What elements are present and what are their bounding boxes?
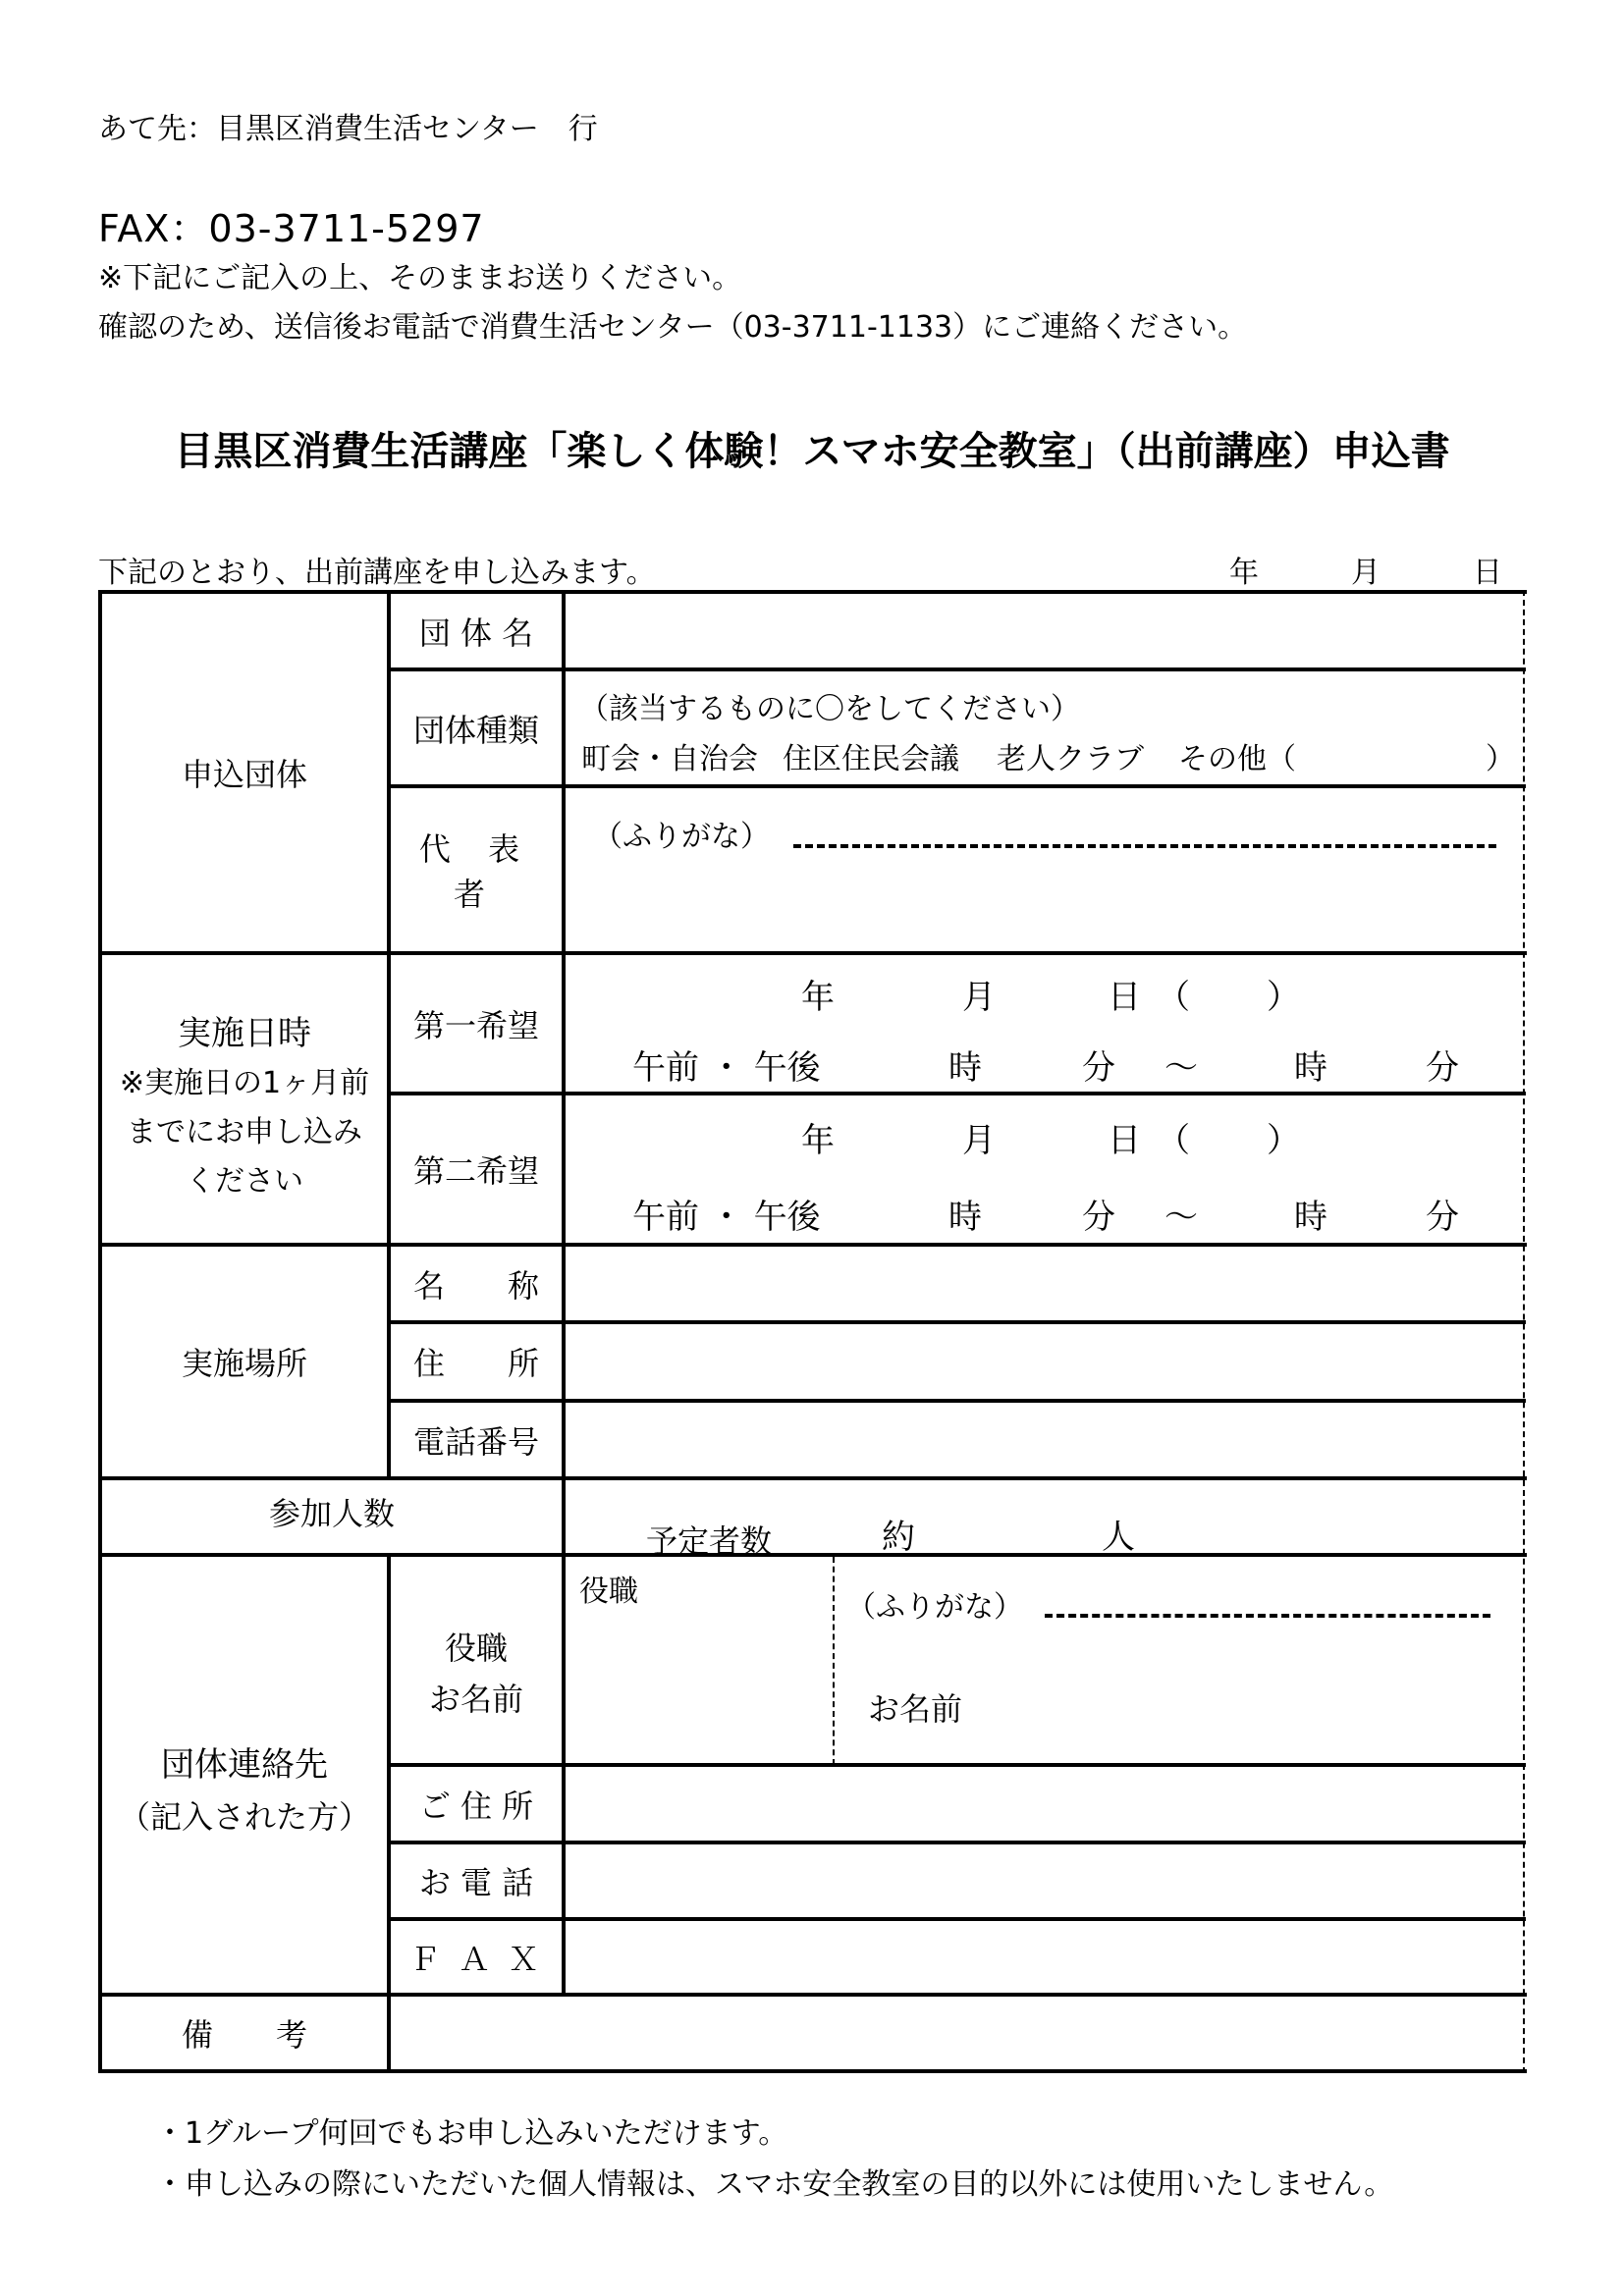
- group-type-label: 団体種類: [412, 711, 539, 749]
- schedule-note-line3: ください: [186, 1164, 303, 1199]
- venue-phone-label: 電話番号: [412, 1422, 539, 1461]
- contact-address-field[interactable]: [566, 1767, 1523, 1841]
- second-start-minute[interactable]: 分: [1082, 1198, 1115, 1237]
- option-resident-council[interactable]: 住区住民会議: [783, 742, 959, 776]
- second-ampm[interactable]: 午前 ・ 午後: [632, 1198, 821, 1237]
- people-unit-label: 人: [1102, 1518, 1135, 1557]
- first-month[interactable]: 月: [962, 978, 996, 1017]
- second-weekday-open: （: [1157, 1121, 1190, 1160]
- name-label: お名前: [428, 1681, 523, 1718]
- contact-furigana-line[interactable]: [1045, 1614, 1490, 1618]
- contact-name-label: お名前: [868, 1690, 963, 1728]
- planned-count-label: 予定者数: [646, 1522, 773, 1560]
- venue-address-field[interactable]: [566, 1324, 1523, 1399]
- schedule-section-label: 実施日時: [178, 1014, 311, 1053]
- second-day[interactable]: 日: [1108, 1121, 1141, 1160]
- second-choice-label: 第二希望: [412, 1152, 539, 1190]
- first-ampm[interactable]: 午前 ・ 午後: [632, 1048, 821, 1088]
- option-senior-club[interactable]: 老人クラブ: [997, 742, 1144, 776]
- group-name-field[interactable]: [566, 594, 1523, 667]
- first-start-hour[interactable]: 時: [948, 1048, 982, 1088]
- contact-section-sublabel: （記入された方）: [118, 1798, 370, 1836]
- second-end-minute[interactable]: 分: [1426, 1198, 1459, 1237]
- second-year[interactable]: 年: [801, 1121, 835, 1160]
- position-label: 役職: [444, 1629, 508, 1667]
- intro-text: 下記のとおり、出前講座を申し込みます。: [98, 556, 656, 590]
- fax-number: FAX：03-3711-5297: [98, 207, 485, 250]
- table-right-border: [1523, 590, 1525, 2073]
- second-start-hour[interactable]: 時: [948, 1198, 982, 1237]
- representative-furigana-line[interactable]: [793, 844, 1496, 848]
- first-end-hour[interactable]: 時: [1294, 1048, 1327, 1088]
- contact-furigana-label: （ふりがな）: [846, 1590, 1023, 1625]
- row-line: [98, 1553, 1527, 1557]
- contact-phone-field[interactable]: [566, 1844, 1523, 1917]
- contact-section-label: 団体連絡先: [161, 1745, 328, 1785]
- remarks-field[interactable]: [391, 1997, 1523, 2069]
- approx-label: 約: [882, 1518, 915, 1557]
- table-bottom-border: [98, 2069, 1527, 2073]
- participant-count-field[interactable]: [933, 1502, 1090, 1547]
- venue-phone-field[interactable]: [566, 1403, 1523, 1476]
- option-town-association[interactable]: 町会・自治会: [581, 742, 758, 776]
- applicant-section-label: 申込団体: [181, 756, 307, 793]
- representative-name-field[interactable]: [589, 864, 1512, 942]
- option-other[interactable]: その他（: [1178, 742, 1296, 776]
- instruction-note: ※下記にご記入の上、そのままお送りください。: [98, 261, 742, 295]
- form-title: 目黒区消費生活講座「楽しく体験！スマホ安全教室」（出前講座）申込書: [174, 429, 1450, 474]
- contact-name-field[interactable]: [992, 1669, 1512, 1747]
- remarks-label: 備 考: [181, 2016, 307, 2054]
- position-name-divider: [833, 1557, 835, 1765]
- footer-note-1: ・1グループ何回でもお申し込みいただけます。: [155, 2116, 788, 2151]
- confirmation-note: 確認のため、送信後お電話で消費生活センター（03-3711-1133）にご連絡ください。: [98, 310, 1248, 345]
- first-tilde: ～: [1164, 1048, 1198, 1088]
- first-start-minute[interactable]: 分: [1082, 1048, 1115, 1088]
- group-type-instruction: （該当するものに〇をしてください）: [579, 692, 1080, 726]
- position-field[interactable]: [569, 1610, 827, 1757]
- row-line: [98, 951, 1527, 955]
- representative-furigana-label: （ふりがな）: [593, 820, 770, 854]
- second-month[interactable]: 月: [962, 1121, 996, 1160]
- first-end-minute[interactable]: 分: [1426, 1048, 1459, 1088]
- position-field-label: 役職: [579, 1575, 638, 1609]
- first-choice-label: 第一希望: [412, 1006, 539, 1044]
- first-day[interactable]: 日: [1108, 978, 1141, 1017]
- first-weekday-close: ）: [1267, 978, 1300, 1017]
- participants-label: 参加人数: [268, 1495, 395, 1532]
- first-weekday-open: （: [1157, 978, 1190, 1017]
- schedule-note-line2: までにお申し込み: [127, 1115, 362, 1149]
- second-tilde: ～: [1164, 1198, 1198, 1237]
- date-month-label: 月: [1351, 556, 1380, 590]
- option-other-close-paren: ）: [1486, 742, 1515, 776]
- venue-name-field[interactable]: [566, 1247, 1523, 1320]
- second-weekday-close: ）: [1267, 1121, 1300, 1160]
- second-end-hour[interactable]: 時: [1294, 1198, 1327, 1237]
- col-divider-2b: [562, 1478, 566, 1555]
- schedule-note-line1: ※実施日の1ヶ月前: [119, 1066, 370, 1100]
- first-year[interactable]: 年: [801, 978, 835, 1017]
- venue-name-label: 名 称: [412, 1266, 539, 1305]
- venue-section-label: 実施場所: [181, 1345, 307, 1382]
- addressee: あて先：目黒区消費生活センター 行: [98, 112, 598, 146]
- contact-fax-label: Ｆ Ａ Ｘ: [408, 1940, 544, 1978]
- footer-note-2: ・申し込みの際にいただいた個人情報は、スマホ安全教室の目的以外には使用いたしません。: [155, 2167, 1394, 2202]
- representative-label: 代 表 者: [418, 830, 534, 913]
- date-day-label: 日: [1473, 556, 1502, 590]
- venue-address-label: 住 所: [412, 1345, 539, 1382]
- contact-fax-field[interactable]: [566, 1921, 1523, 1993]
- contact-phone-label: お 電 話: [418, 1864, 534, 1901]
- date-year-label: 年: [1229, 556, 1259, 590]
- group-name-label: 団 体 名: [418, 614, 534, 652]
- contact-address-label: ご 住 所: [418, 1787, 534, 1825]
